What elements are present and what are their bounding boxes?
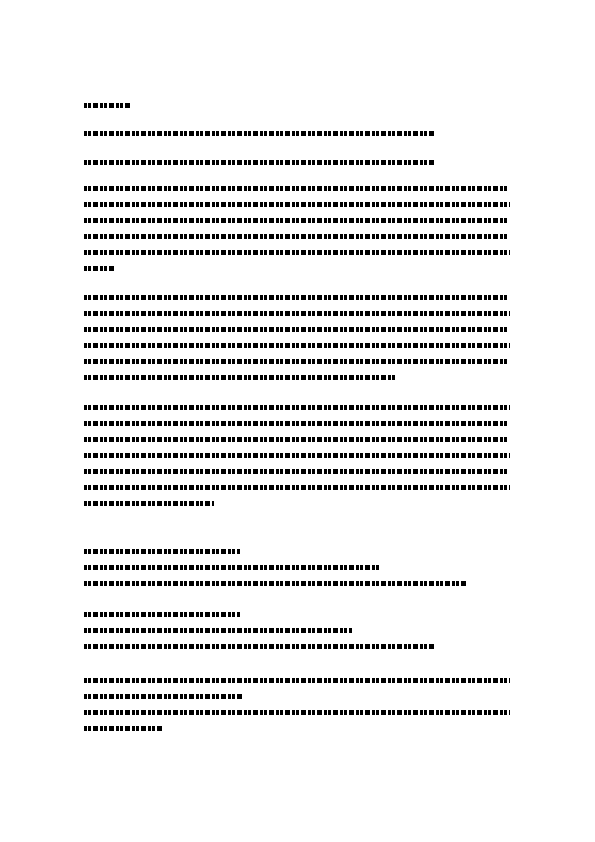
text-line [84, 186, 508, 191]
paragraph-1 [84, 186, 512, 271]
text-line [84, 343, 510, 348]
paragraph-4 [84, 678, 512, 731]
text-line [84, 202, 510, 207]
text-line [84, 131, 434, 136]
text-line [84, 644, 434, 649]
text-line [84, 612, 240, 617]
list-1 [84, 549, 512, 586]
paragraph-3 [84, 405, 512, 506]
text-line [84, 311, 510, 316]
text-line [84, 501, 214, 506]
text-line [84, 694, 242, 699]
text-line [84, 628, 352, 633]
text-line [84, 469, 508, 474]
paragraph-2 [84, 295, 512, 380]
text-line [84, 581, 466, 586]
list-2 [84, 612, 512, 649]
title-line-1 [84, 131, 512, 136]
text-line [84, 218, 509, 223]
text-line [84, 710, 510, 715]
header-line [84, 103, 512, 108]
text-line [84, 375, 396, 380]
text-line [84, 103, 132, 108]
text-line [84, 234, 508, 239]
text-line [84, 295, 509, 300]
title-line-2 [84, 160, 512, 165]
text-line [84, 266, 114, 271]
text-line [84, 726, 162, 731]
text-line [84, 327, 508, 332]
text-line [84, 678, 510, 683]
text-line [84, 405, 510, 410]
text-line [84, 421, 509, 426]
text-line [84, 250, 510, 255]
text-line [84, 359, 509, 364]
text-line [84, 453, 510, 458]
text-line [84, 160, 436, 165]
text-line [84, 485, 510, 490]
text-line [84, 549, 240, 554]
text-line [84, 565, 380, 570]
text-line [84, 437, 508, 442]
